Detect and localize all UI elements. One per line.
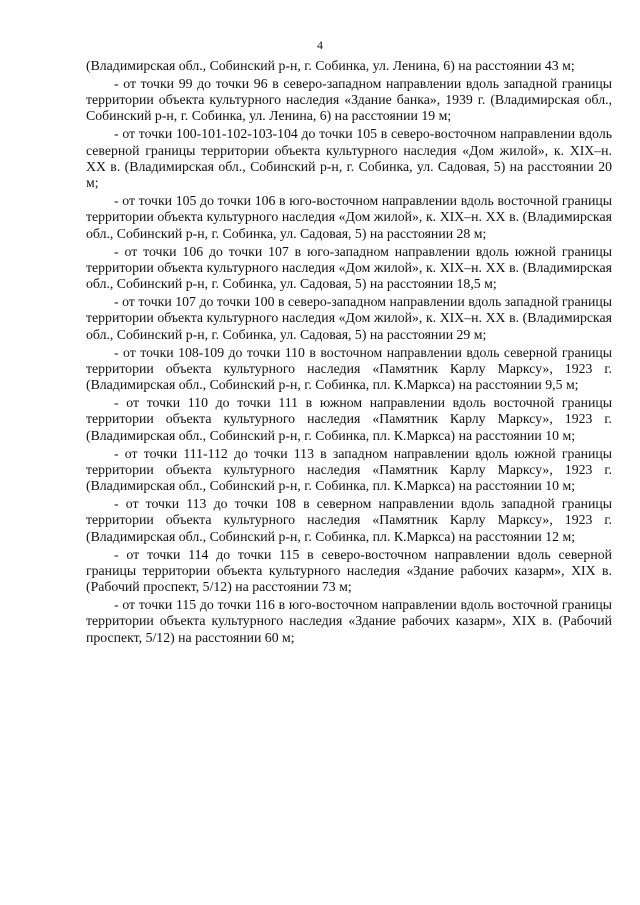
paragraph: - от точки 106 до точки 107 в юго-западном направлении вдоль южной границы территории объекта культурного наследия «Дом жилой», к. XIX–н. XX в. (Владимирская обл., Собинский р-н, г. Собинка, ул. Садовая, 5) на расстоянии 18,5 м; [86,243,612,292]
page-number: 4 [317,38,323,52]
paragraph: - от точки 115 до точки 116 в юго-восточном направлении вдоль восточной границы территории объекта культурного наследия «Здание рабочих казарм», XIX в. (Рабочий проспект, 5/12) на расстоянии 60 м; [86,597,612,645]
document-body [86,58,612,648]
paragraph: - от точки 111-112 до точки 113 в западном направлении вдоль южной границы территории объекта культурного наследия «Памятник Карлу Марксу», 1923 г. (Владимирская обл., Собинский р-н, г. Собинка, пл. К.Маркса) на расстоянии 10 м; [86,445,612,494]
paragraph: - от точки 105 до точки 106 в юго-восточном направлении вдоль восточной границы территории объекта культурного наследия «Дом жилой», к. XIX–н. XX в. (Владимирская обл., Собинский р-н, г. Собинка, ул. Садовая, 5) на расстоянии 28 м; [86,193,612,241]
paragraph: - от точки 114 до точки 115 в северо-восточном направлении вдоль северной границы территории объекта культурного наследия «Здание рабочих казарм», XIX в. (Рабочий проспект, 5/12) на расстоянии 73 м; [86,546,612,595]
paragraph: (Владимирская обл., Собинский р-н, г. Собинка, ул. Ленина, 6) на расстоянии 43 м; [86,58,575,73]
paragraph: - от точки 99 до точки 96 в северо-западном направлении вдоль западной границы территории объекта культурного наследия «Здание банка», 1939 г. (Владимирская обл., Собинский р-н, г. Собинка, ул. Ленина, 6) на расстоянии 19 м; [86,75,612,124]
paragraph: - от точки 107 до точки 100 в северо-западном направлении вдоль западной границы территории объекта культурного наследия «Дом жилой», к. XIX–н. XX в. (Владимирская обл., Собинский р-н, г. Собинка, ул. Садовая, 5) на расстоянии 29 м; [86,294,612,342]
paragraph: - от точки 108-109 до точки 110 в восточном направлении вдоль северной границы территории объекта культурного наследия «Памятник Карлу Марксу», 1923 г. (Владимирская обл., Собинский р-н, г. Собинка, пл. К.Маркса) на расстоянии 9,5 м; [86,344,612,393]
paragraph: - от точки 100-101-102-103-104 до точки 105 в северо-восточном направлении вдоль северной границы территории объекта культурного наследия «Дом жилой», к. XIX–н. XX в. (Владимирская обл., Собинский р-н, г. Собинка, ул. Садовая, 5) на расстоянии 20 м; [86,126,612,191]
paragraph: - от точки 113 до точки 108 в северном направлении вдоль западной границы территории объекта культурного наследия «Памятник Карлу Марксу», 1923 г. (Владимирская обл., Собинский р-н, г. Собинка, пл. К.Маркса) на расстоянии 12 м; [86,496,612,544]
paragraph: - от точки 110 до точки 111 в южном направлении вдоль восточной границы территории объекта культурного наследия «Памятник Карлу Марксу», 1923 г. (Владимирская обл., Собинский р-н, г. Собинка, пл. К.Маркса) на расстоянии 10 м; [86,395,612,443]
